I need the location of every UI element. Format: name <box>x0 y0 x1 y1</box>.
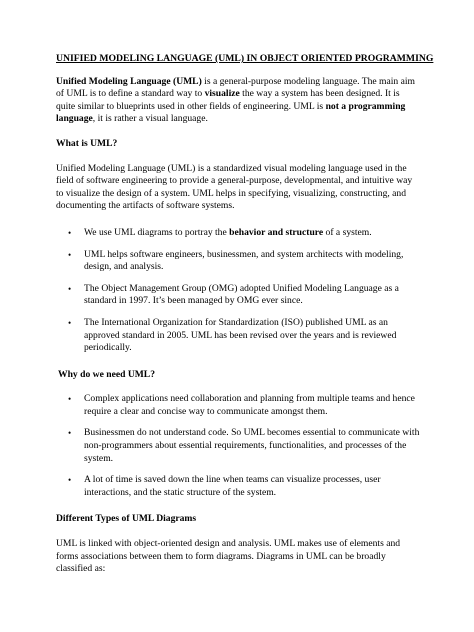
list-item <box>56 227 420 240</box>
document-page <box>56 53 434 588</box>
intro-text-1: is a general-purpose modeling language. The main aim of UML is to define a standard way to <box>56 75 415 100</box>
intro-text-3: , it is rather a visual language. <box>92 113 208 125</box>
intro-emphasis-visualize: visualize <box>204 88 240 100</box>
document-title: UNIFIED MODELING LANGUAGE (UML) IN OBJECT ORIENTED PROGRAMMING <box>56 53 434 64</box>
bullet-icon: • <box>68 283 72 294</box>
list-item <box>56 474 420 499</box>
what-is-uml-list <box>56 227 420 355</box>
bullet-text: The International Organization for Standardization (ISO) published UML as an approved standard in 2005. UML has been revised over the years and is reviewed periodically. <box>84 316 397 354</box>
what-is-uml-paragraph: Unified Modeling Language (UML) is a standardized visual modeling language used in the field of software engineering to provide a general-purpose, developmental, and intuitive way to visualize the design of a system. UML helps in specifying, visualizing, constructing, and documenting the artifacts of software systems. <box>56 162 413 212</box>
intro-paragraph <box>56 76 420 126</box>
uml-types-heading: Different Types of UML Diagrams <box>56 513 197 525</box>
bullet-icon: • <box>68 475 72 486</box>
bullet-icon: • <box>68 227 72 238</box>
bullet-text: The Object Management Group (OMG) adopted Unified Modeling Language as a standard in 1997. It’s been managed by OMG ever since. <box>84 282 399 307</box>
list-item <box>56 393 420 418</box>
list-item <box>56 427 420 465</box>
bullet-text: Businessmen do not understand code. So UML becomes essential to communicate with non-programmers about essential requirements, functionalities, and processes of the system. <box>84 427 420 464</box>
what-is-uml-heading: What is UML? <box>56 137 118 149</box>
bullet-icon: • <box>68 394 72 405</box>
bullet-text: We use UML diagrams to portray the <box>84 226 230 238</box>
bullet-icon: • <box>68 249 72 260</box>
bullet-text: Complex applications need collaboration and planning from multiple teams and hence require a clear and concise way to communicate amongst them. <box>84 393 415 417</box>
bullet-emphasis: behavior and structure <box>229 226 324 238</box>
list-item <box>56 317 420 355</box>
intro-text-2: the way a system has been designed. It is quite similar to blueprints used in other fields of engineering. UML is <box>56 88 400 112</box>
bullet-text: of a system. <box>323 226 372 238</box>
intro-term: Unified Modeling Language (UML) <box>56 75 202 87</box>
intro-emphasis-not-programming: not a programming language <box>56 100 406 125</box>
bullet-text: A lot of time is saved down the line when teams can visualize processes, user interactions, and the static structure of the system. <box>84 474 381 498</box>
list-item <box>56 249 420 274</box>
bullet-icon: • <box>68 428 72 439</box>
bullet-icon: • <box>68 317 72 328</box>
why-uml-heading: Why do we need UML? <box>58 368 156 380</box>
bullet-text: UML helps software engineers, businessmen, and system architects with modeling, design, and analysis. <box>84 248 404 273</box>
uml-types-paragraph: UML is linked with object-oriented design and analysis. UML makes use of elements and forms associations between them to form diagrams. Diagrams in UML can be broadly classified as: <box>56 538 401 575</box>
list-item <box>56 283 420 308</box>
why-uml-list <box>56 393 420 499</box>
